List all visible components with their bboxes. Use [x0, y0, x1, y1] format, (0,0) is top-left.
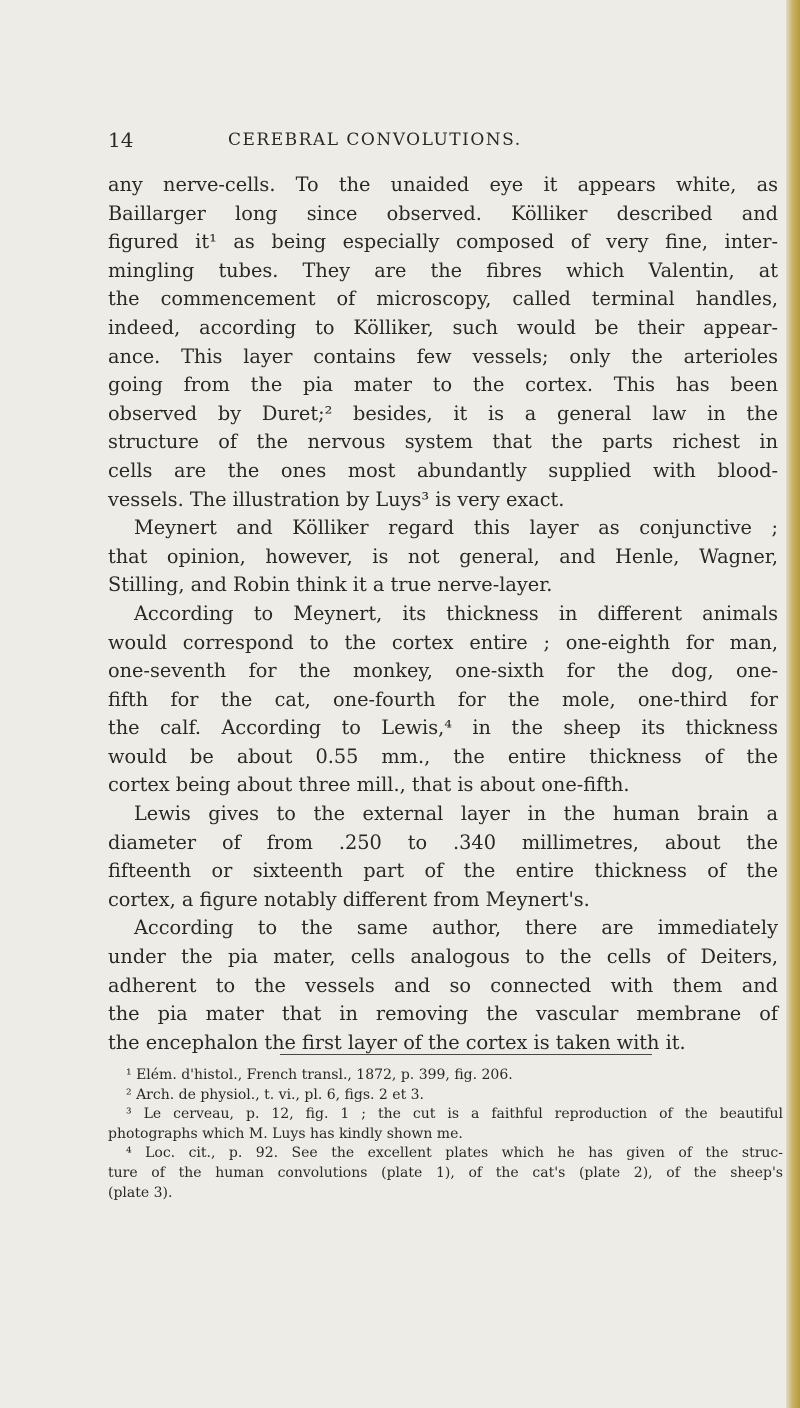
footnote-line: ture of the human convolutions (plate 1), of the cat's (plate 2), of the sheep's [108, 1164, 783, 1181]
text-line: indeed, according to Kölliker, such would be their appear- [108, 315, 778, 339]
footnote-line: ² Arch. de physiol., t. vi., pl. 6, figs. 2 et 3. [126, 1086, 424, 1103]
text-line: cells are the ones most abundantly supplied with blood- [108, 458, 778, 482]
text-line: structure of the nervous system that the parts richest in [108, 430, 778, 454]
footnote-line: ³ Le cerveau, p. 12, fig. 1 ; the cut is a faithful reproduction of the beautiful [126, 1106, 783, 1123]
text-line: under the pia mater, cells analogous to the cells of Deiters, [108, 945, 778, 969]
footnotes [108, 1066, 783, 1203]
text-line: cortex being about three mill., that is about one-fifth. [108, 773, 630, 797]
text-line: According to Meynert, its thickness in different animals [134, 601, 778, 625]
text-line: going from the pia mater to the cortex. This has been [108, 373, 778, 397]
page-edge [786, 0, 800, 1408]
text-line: mingling tubes. They are the fibres which Valentin, at [108, 258, 778, 282]
text-line: Lewis gives to the external layer in the human brain a [134, 802, 778, 826]
text-line: any nerve-cells. To the unaided eye it appears white, as [108, 173, 778, 196]
text-line: the commencement of microscopy, called terminal handles, [108, 287, 778, 311]
text-line: cortex, a figure notably different from Meynert's. [108, 887, 590, 911]
text-line: the calf. According to Lewis,⁴ in the sheep its thickness [108, 716, 778, 740]
text-line: the encephalon the first layer of the cortex is taken with it. [108, 1030, 686, 1054]
footnote-line: photographs which M. Luys has kindly shown me. [108, 1125, 463, 1142]
text-line: observed by Duret;² besides, it is a general law in the [108, 401, 778, 425]
footnote-rule [280, 1054, 652, 1055]
text-line: Meynert and Kölliker regard this layer as conjunctive ; [134, 516, 778, 540]
footnote-line: ⁴ Loc. cit., p. 92. See the excellent plates which he has given of the struc- [126, 1145, 783, 1162]
text-line: figured it¹ as being especially composed of very fine, inter- [108, 230, 778, 254]
text-line: fifteenth or sixteenth part of the entire thickness of the [108, 859, 778, 883]
text-line: Baillarger long since observed. Kölliker described and [108, 201, 778, 225]
text-line: According to the same author, there are immediately [134, 916, 778, 940]
footnote-line: ¹ Elém. d'histol., French transl., 1872, p. 399, fig. 206. [126, 1067, 513, 1083]
page-number: 14 [108, 128, 134, 152]
text-line: diameter of from .250 to .340 millimetres, about the [108, 830, 778, 854]
text-line: vessels. The illustration by Luys³ is very exact. [108, 487, 565, 511]
text-line: fifth for the cat, one-fourth for the mole, one-third for [108, 687, 778, 711]
footnote-line: (plate 3). [108, 1184, 173, 1201]
text-line: would correspond to the cortex entire ; one-eighth for man, [108, 630, 778, 654]
text-line: one-seventh for the monkey, one-sixth for the dog, one- [108, 659, 778, 683]
text-line: ance. This layer contains few vessels; only the arterioles [108, 344, 778, 368]
text-line: would be about 0.55 mm., the entire thickness of the [108, 744, 778, 768]
text-line: that opinion, however, is not general, and Henle, Wagner, [108, 544, 778, 568]
page-header [108, 128, 748, 158]
text-line: Stilling, and Robin think it a true nerve-layer. [108, 573, 553, 597]
body-text [108, 171, 778, 1057]
text-line: the pia mater that in removing the vascular membrane of [108, 1002, 778, 1026]
text-line: adherent to the vessels and so connected with them and [108, 973, 778, 997]
running-head: CEREBRAL CONVOLUTIONS. [228, 130, 522, 150]
